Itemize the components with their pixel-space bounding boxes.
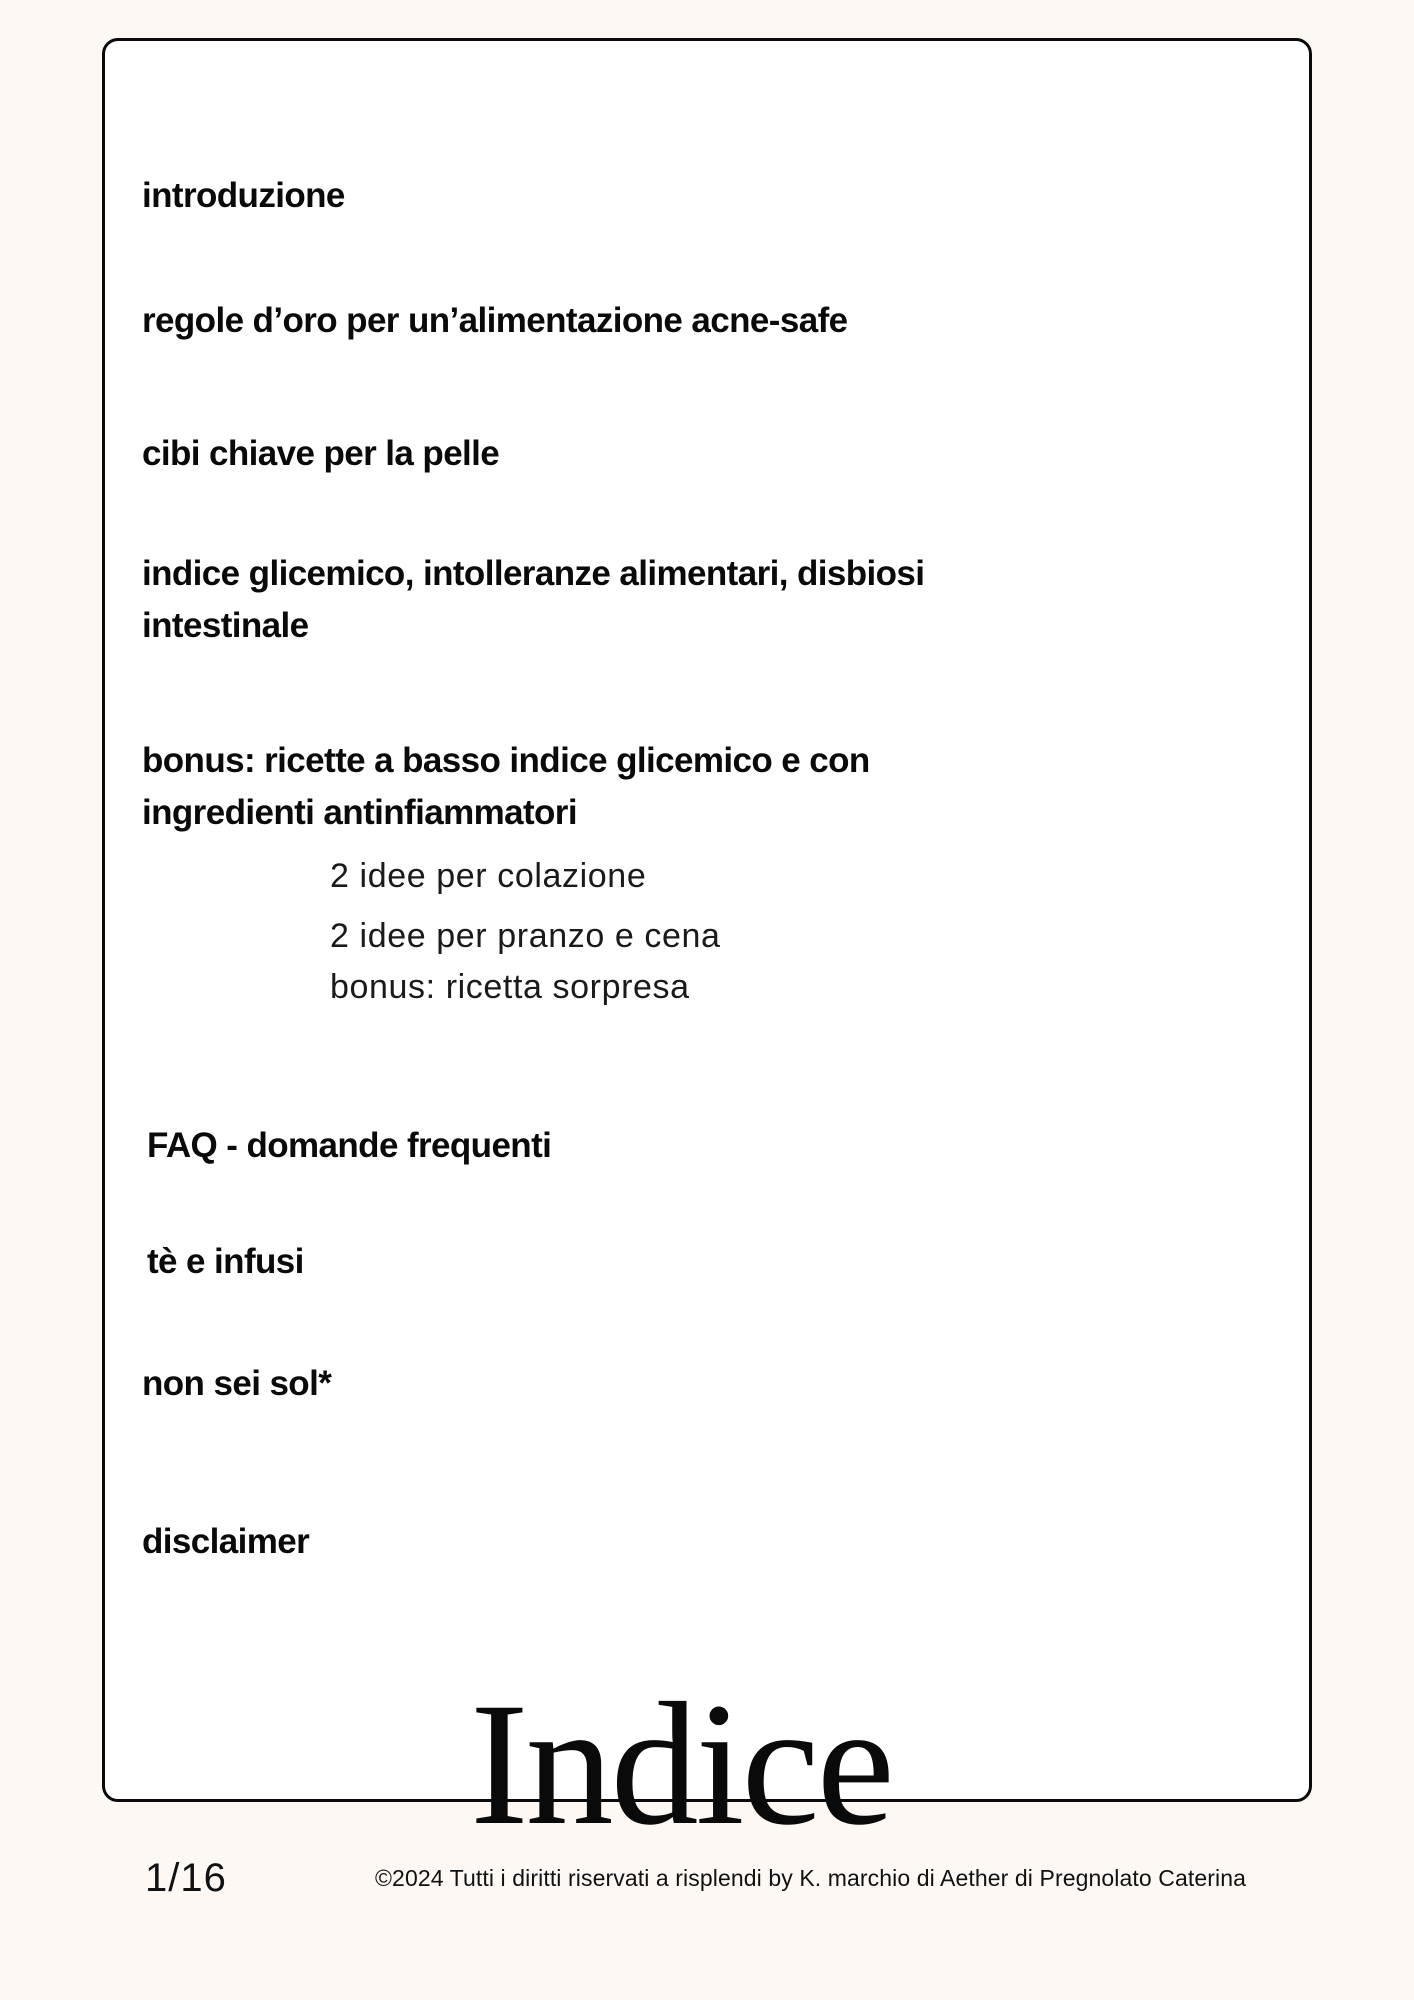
toc-item-faq[interactable]: FAQ - domande frequenti bbox=[147, 1126, 552, 1165]
toc-item-cibi-chiave[interactable]: cibi chiave per la pelle bbox=[142, 434, 500, 473]
toc-item-line: indice glicemico, intolleranze alimentari, disbiosi bbox=[142, 554, 925, 593]
toc-subitem-pranzo-cena[interactable]: 2 idee per pranzo e cena bbox=[330, 917, 721, 955]
toc-item-line: ingredienti antinfiammatori bbox=[142, 793, 577, 832]
toc-item-regole-doro[interactable]: regole d’oro per un’alimentazione acne-safe bbox=[142, 301, 848, 340]
toc-item-introduzione[interactable]: introduzione bbox=[142, 176, 345, 215]
toc-item-te-infusi[interactable]: tè e infusi bbox=[147, 1242, 304, 1281]
toc-subitem-ricetta-sorpresa[interactable]: bonus: ricetta sorpresa bbox=[330, 968, 690, 1006]
toc-item-indice-glicemico[interactable] bbox=[142, 548, 924, 652]
toc-item-line: intestinale bbox=[142, 606, 309, 645]
page-number: 1/16 bbox=[145, 1856, 227, 1900]
toc-subitem-colazione[interactable]: 2 idee per colazione bbox=[330, 857, 647, 895]
toc-item-disclaimer[interactable]: disclaimer bbox=[142, 1522, 310, 1561]
copyright-footer: ©2024 Tutti i diritti riservati a risplendi by K. marchio di Aether di Pregnolato Caterina bbox=[375, 1865, 1246, 1891]
page-title: Indice bbox=[470, 1667, 892, 1862]
toc-item-non-sei-sol[interactable]: non sei sol* bbox=[142, 1364, 332, 1403]
toc-item-line: bonus: ricette a basso indice glicemico e con bbox=[142, 741, 870, 780]
toc-item-bonus-ricette[interactable] bbox=[142, 735, 870, 839]
